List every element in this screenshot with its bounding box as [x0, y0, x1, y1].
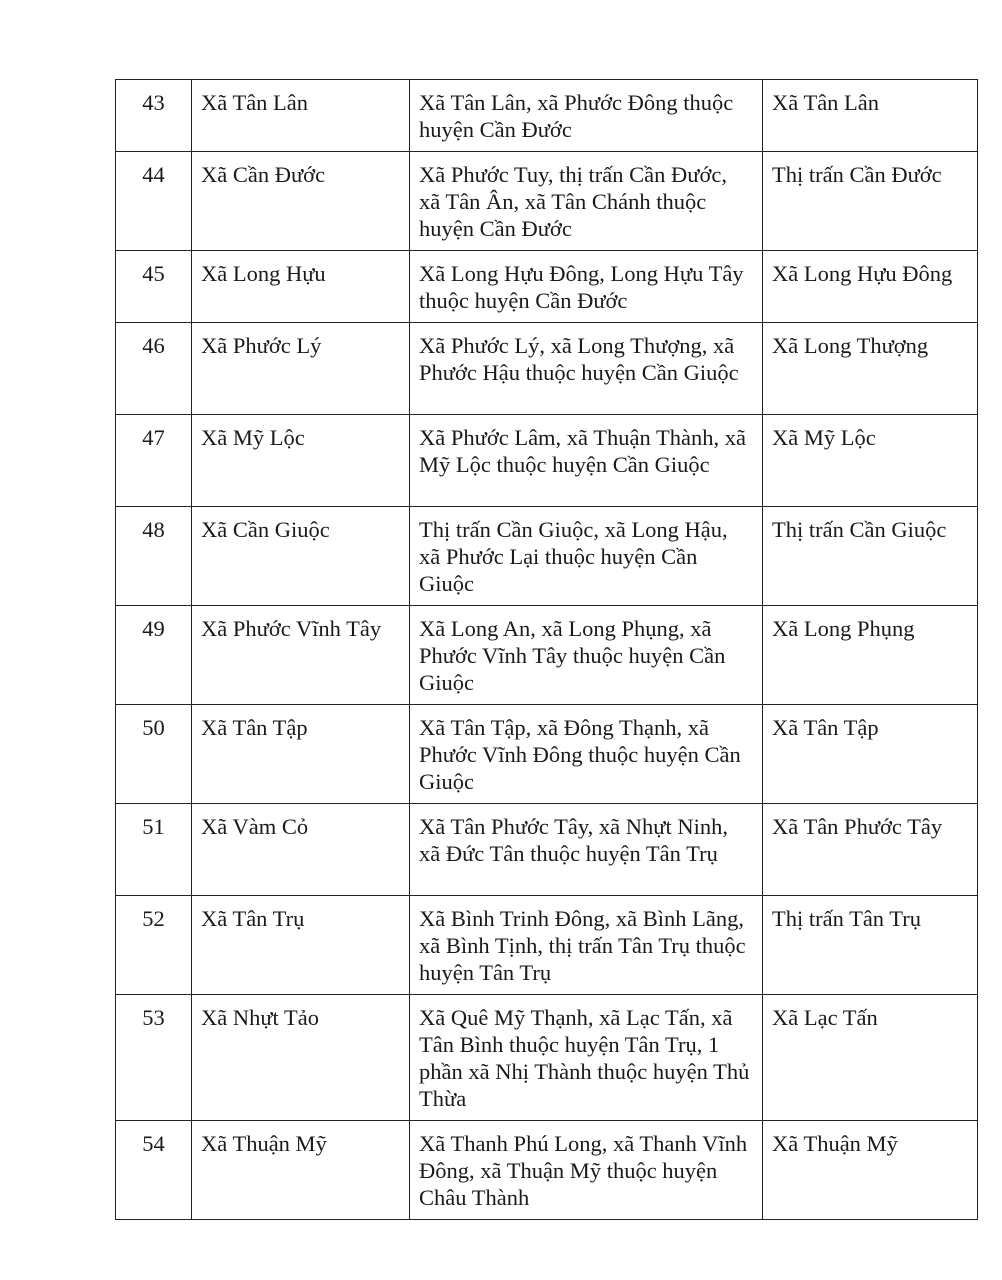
new-commune-name: Xã Tân Tập	[192, 705, 410, 804]
new-commune-name: Xã Cần Giuộc	[192, 507, 410, 606]
row-number: 51	[116, 804, 192, 896]
row-number: 44	[116, 152, 192, 251]
row-number: 45	[116, 251, 192, 323]
row-number: 48	[116, 507, 192, 606]
row-number: 50	[116, 705, 192, 804]
admin-seat: Thị trấn Cần Đước	[763, 152, 978, 251]
new-commune-name: Xã Phước Lý	[192, 323, 410, 415]
merged-units: Xã Quê Mỹ Thạnh, xã Lạc Tấn, xã Tân Bình thuộc huyện Tân Trụ, 1 phần xã Nhị Thành thuộc huyện Thủ Thừa	[410, 995, 763, 1121]
admin-seat: Xã Mỹ Lộc	[763, 415, 978, 507]
new-commune-name: Xã Phước Vĩnh Tây	[192, 606, 410, 705]
table-row	[116, 804, 978, 896]
admin-seat: Thị trấn Tân Trụ	[763, 896, 978, 995]
table-row	[116, 705, 978, 804]
admin-seat: Xã Long Thượng	[763, 323, 978, 415]
row-number: 46	[116, 323, 192, 415]
new-commune-name: Xã Long Hựu	[192, 251, 410, 323]
admin-seat: Xã Thuận Mỹ	[763, 1121, 978, 1220]
admin-seat: Xã Long Hựu Đông	[763, 251, 978, 323]
merged-units: Xã Thanh Phú Long, xã Thanh Vĩnh Đông, xã Thuận Mỹ thuộc huyện Châu Thành	[410, 1121, 763, 1220]
row-number: 53	[116, 995, 192, 1121]
admin-seat: Xã Lạc Tấn	[763, 995, 978, 1121]
admin-seat: Thị trấn Cần Giuộc	[763, 507, 978, 606]
merged-units: Xã Phước Tuy, thị trấn Cần Đước, xã Tân Ân, xã Tân Chánh thuộc huyện Cần Đước	[410, 152, 763, 251]
table-row	[116, 995, 978, 1121]
table-row	[116, 80, 978, 152]
row-number: 47	[116, 415, 192, 507]
merged-units: Xã Tân Lân, xã Phước Đông thuộc huyện Cần Đước	[410, 80, 763, 152]
table-row	[116, 251, 978, 323]
new-commune-name: Xã Tân Trụ	[192, 896, 410, 995]
merged-units: Thị trấn Cần Giuộc, xã Long Hậu, xã Phước Lại thuộc huyện Cần Giuộc	[410, 507, 763, 606]
new-commune-name: Xã Tân Lân	[192, 80, 410, 152]
row-number: 54	[116, 1121, 192, 1220]
merged-units: Xã Long An, xã Long Phụng, xã Phước Vĩnh Tây thuộc huyện Cần Giuộc	[410, 606, 763, 705]
table-row	[116, 415, 978, 507]
row-number: 52	[116, 896, 192, 995]
table-row	[116, 323, 978, 415]
merged-units: Xã Tân Tập, xã Đông Thạnh, xã Phước Vĩnh Đông thuộc huyện Cần Giuộc	[410, 705, 763, 804]
new-commune-name: Xã Nhựt Tảo	[192, 995, 410, 1121]
merged-units: Xã Phước Lý, xã Long Thượng, xã Phước Hậu thuộc huyện Cần Giuộc	[410, 323, 763, 415]
new-commune-name: Xã Vàm Cỏ	[192, 804, 410, 896]
table-row	[116, 1121, 978, 1220]
table-row	[116, 507, 978, 606]
merged-units: Xã Phước Lâm, xã Thuận Thành, xã Mỹ Lộc thuộc huyện Cần Giuộc	[410, 415, 763, 507]
new-commune-name: Xã Cần Đước	[192, 152, 410, 251]
new-commune-name: Xã Mỹ Lộc	[192, 415, 410, 507]
merged-units: Xã Long Hựu Đông, Long Hựu Tây thuộc huyện Cần Đước	[410, 251, 763, 323]
merged-units: Xã Tân Phước Tây, xã Nhựt Ninh, xã Đức Tân thuộc huyện Tân Trụ	[410, 804, 763, 896]
table-row	[116, 606, 978, 705]
row-number: 49	[116, 606, 192, 705]
row-number: 43	[116, 80, 192, 152]
new-commune-name: Xã Thuận Mỹ	[192, 1121, 410, 1220]
table-body	[116, 80, 978, 1220]
admin-seat: Xã Tân Lân	[763, 80, 978, 152]
merged-units: Xã Bình Trinh Đông, xã Bình Lãng, xã Bình Tịnh, thị trấn Tân Trụ thuộc huyện Tân Trụ	[410, 896, 763, 995]
admin-seat: Xã Long Phụng	[763, 606, 978, 705]
table-row	[116, 152, 978, 251]
admin-seat: Xã Tân Tập	[763, 705, 978, 804]
table-row	[116, 896, 978, 995]
admin-seat: Xã Tân Phước Tây	[763, 804, 978, 896]
commune-merger-table	[115, 79, 978, 1220]
